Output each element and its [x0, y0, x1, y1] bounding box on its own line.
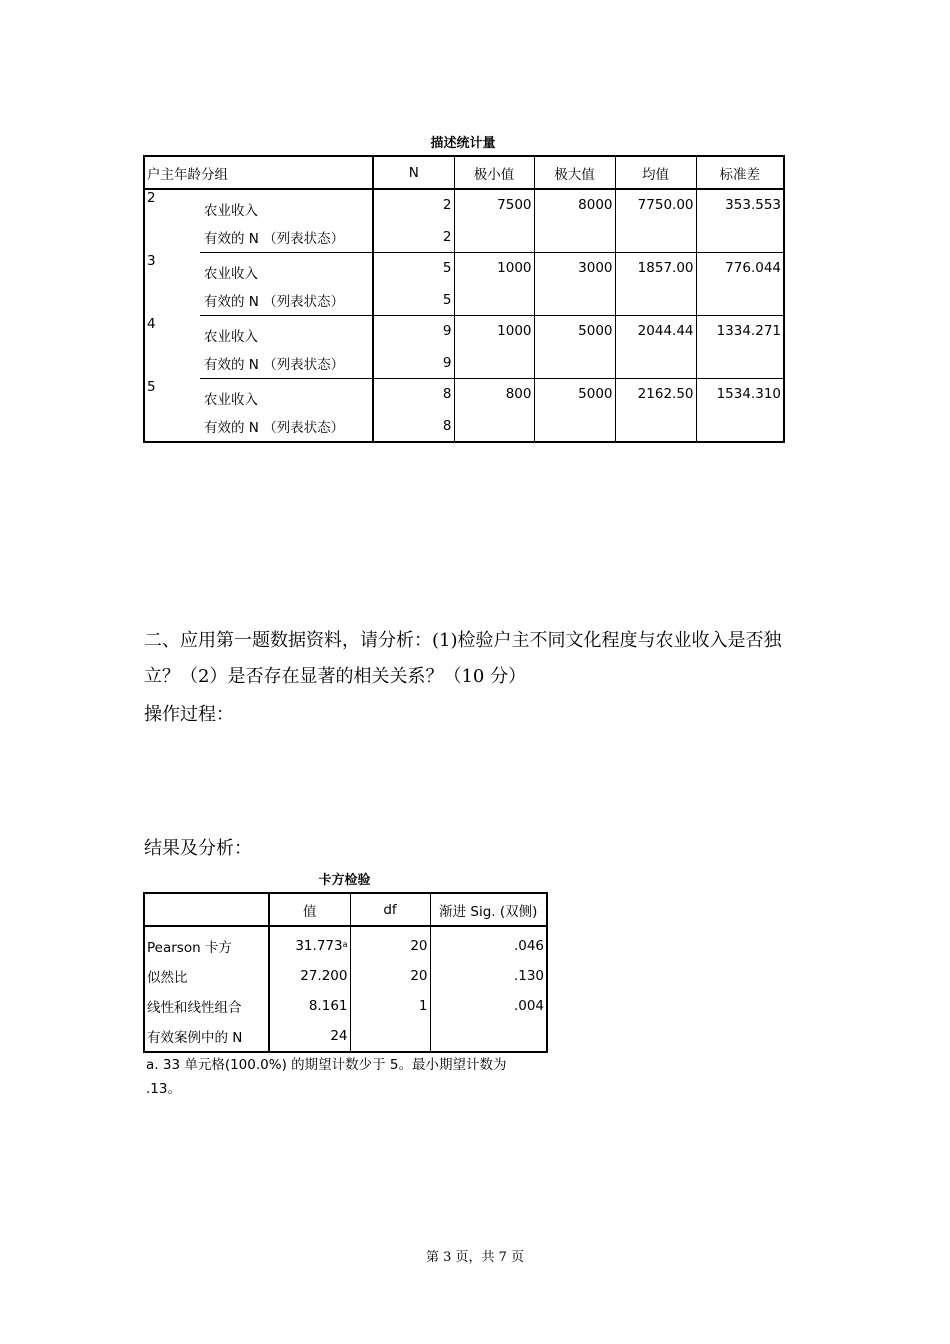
header-df: df	[350, 893, 430, 926]
header-age-group: 户主年龄分组	[144, 156, 373, 189]
cell-mean: 7750.00	[615, 189, 696, 222]
table-row	[144, 189, 784, 222]
header-mean: 均值	[615, 156, 696, 189]
header-n: N	[373, 156, 454, 189]
cell-min: 800	[454, 379, 534, 412]
footnote-marker: a	[342, 940, 348, 949]
chi-footnote	[146, 1053, 566, 1101]
cell-df	[350, 1021, 430, 1052]
cell-value: 8.161	[269, 991, 350, 1021]
cell-df: 1	[350, 991, 430, 1021]
cell-df: 20	[350, 926, 430, 961]
group-label: 5	[147, 378, 156, 395]
chi-table-title: 卡方检验	[318, 873, 371, 888]
table-row	[144, 348, 784, 379]
cell-min: 1000	[454, 316, 534, 349]
group-label: 4	[147, 315, 156, 332]
table-header-row	[144, 893, 547, 926]
table-row	[144, 379, 784, 412]
cell-sd: 776.044	[725, 260, 781, 276]
header-min: 极小值	[454, 156, 534, 189]
desc-table-title: 描述统计量	[430, 136, 496, 151]
valid-n-label: 有效的 N （列表状态）	[200, 411, 373, 442]
question-line-2: 立？（2）是否存在显著的相关关系？（10 分）	[144, 666, 527, 687]
valid-n-label: 有效的 N （列表状态）	[200, 348, 373, 379]
cell-mean: 2162.50	[615, 379, 696, 412]
var-label: 农业收入	[200, 253, 373, 286]
result-label: 结果及分析：	[144, 838, 252, 859]
var-label: 农业收入	[200, 379, 373, 412]
cell-df: 20	[350, 961, 430, 991]
cell-mean: 1857.00	[615, 253, 696, 286]
table-row	[144, 222, 784, 253]
descriptive-stats-table	[143, 155, 785, 443]
header-sd: 标准差	[696, 156, 784, 189]
footnote-line-2: .13。	[146, 1081, 181, 1097]
cell-valid-n: 5	[373, 285, 454, 316]
table-row	[144, 316, 784, 349]
chi-square-table	[143, 892, 548, 1053]
cell-n: 9	[373, 316, 454, 349]
question-line-1: 二、应用第一题数据资料，请分析：(1)检验户主不同文化程度与农业收入是否独	[144, 630, 782, 651]
cell-sd: 1534.310	[716, 386, 781, 402]
valid-n-label: 有效的 N （列表状态）	[200, 285, 373, 316]
group-label: 3	[147, 252, 156, 269]
header-max: 极大值	[534, 156, 615, 189]
table-row	[144, 411, 784, 442]
row-label: Pearson 卡方	[144, 926, 269, 961]
table-row	[144, 961, 547, 991]
cell-sig: .130	[513, 968, 544, 984]
cell-max: 3000	[534, 253, 615, 286]
cell-valid-n: 8	[373, 411, 454, 442]
header-sig: 渐进 Sig. (双侧)	[430, 893, 547, 926]
row-label: 有效案例中的 N	[144, 1021, 269, 1052]
cell-value: 24	[269, 1021, 350, 1052]
cell-max: 8000	[534, 189, 615, 222]
table-row	[144, 285, 784, 316]
table-row	[144, 991, 547, 1021]
cell-valid-n: 9	[373, 348, 454, 379]
var-label: 农业收入	[200, 316, 373, 349]
process-label: 操作过程：	[144, 704, 234, 725]
cell-sig: .004	[513, 998, 544, 1014]
cell-n: 2	[373, 189, 454, 222]
table-header-row	[144, 156, 784, 189]
table-row	[144, 253, 784, 286]
group-label: 2	[147, 190, 156, 206]
table-row	[144, 1021, 547, 1052]
cell-value: 31.773$^a$	[269, 926, 350, 961]
cell-n: 5	[373, 253, 454, 286]
cell-sig	[430, 1021, 547, 1052]
cell-valid-n: 2	[373, 222, 454, 253]
cell-max: 5000	[534, 316, 615, 349]
cell-max: 5000	[534, 379, 615, 412]
page-footer: 第 3 页，共 7 页	[425, 1250, 525, 1265]
cell-sd: 1334.271	[716, 323, 781, 339]
header-blank	[144, 893, 269, 926]
cell-value: 27.200	[269, 961, 350, 991]
cell-mean: 2044.44	[615, 316, 696, 349]
row-label: 线性和线性组合	[144, 991, 269, 1021]
cell-sig: .046	[513, 938, 544, 954]
var-label: 农业收入	[200, 189, 373, 222]
header-value: 值	[269, 893, 350, 926]
cell-n: 8	[373, 379, 454, 412]
cell-min: 7500	[454, 189, 534, 222]
question-text	[144, 623, 824, 695]
cell-min: 1000	[454, 253, 534, 286]
row-label: 似然比	[144, 961, 269, 991]
footnote-line-1: a. 33 单元格(100.0%) 的期望计数少于 5。最小期望计数为	[146, 1057, 507, 1073]
valid-n-label: 有效的 N （列表状态）	[200, 222, 373, 253]
table-row	[144, 926, 547, 961]
cell-sd: 353.553	[725, 197, 781, 213]
